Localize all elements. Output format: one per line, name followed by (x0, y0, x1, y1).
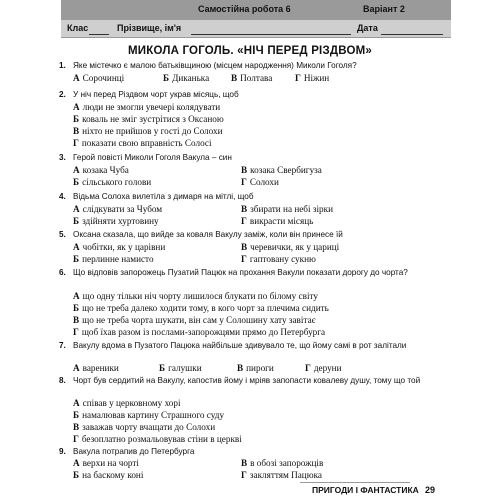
option[interactable]: Б коваль не зміг зустрітися з Оксаною (73, 114, 224, 124)
page-title: МИКОЛА ГОГОЛЬ. «НІЧ ПЕРЕД РІЗДВОМ» (128, 45, 372, 57)
option[interactable]: В пироги (237, 363, 274, 373)
question-text: Вакула потрапив до Петербурга (73, 447, 195, 456)
option[interactable]: В що не треба чорта шукати, він сам у Солошину хату завітає (73, 315, 316, 325)
option[interactable]: В козака Свербигуза (241, 165, 322, 175)
option[interactable]: Б галушки (159, 363, 202, 373)
question-text: Вакулу вдома в Пузатого Пацюка найбільше здивувало те, що йому самі в рот залітали (73, 341, 407, 350)
question-number: 7. (59, 341, 66, 350)
question-text: Яке містечко є малою батьківщиною (місцем народження) Миколи Гоголя? (73, 61, 357, 70)
question-text: Герой повісті Миколи Гоголя Вакула – син (73, 153, 232, 162)
option[interactable]: В черевички, як у цариці (241, 242, 340, 252)
option[interactable]: В збирати на небі зірки (241, 204, 333, 214)
option[interactable]: Б сільського голови (73, 177, 152, 187)
option[interactable]: Г закляттям Пацюка (241, 470, 322, 480)
class-field[interactable] (89, 34, 109, 35)
question-number: 8. (59, 376, 66, 385)
question-text: Що відповів запорожець Пузатий Пацюк на прохання Вакули показати дорогу до чорта? (73, 268, 408, 277)
option[interactable]: В Полтава (231, 73, 273, 83)
option[interactable]: А чобітки, як у царівни (73, 242, 166, 252)
option[interactable]: Б перлинне намисто (73, 254, 154, 264)
option[interactable]: Г щоб їхав разом із послами-запорожцями прямо до Петербурга (73, 327, 326, 337)
option[interactable]: А співав у церковному хорі (73, 398, 181, 408)
option[interactable]: А козака Чуба (73, 165, 129, 175)
option[interactable]: Г Ніжин (295, 73, 330, 83)
question-number: 5. (59, 230, 66, 239)
option[interactable]: Г гаптовану сукню (241, 254, 316, 264)
option[interactable]: А слідкувати за Чубом (73, 204, 163, 214)
variant-label: Варіант 2 (363, 4, 405, 14)
date-field[interactable] (381, 34, 443, 35)
question-number: 1. (59, 61, 66, 70)
name-field[interactable] (191, 34, 351, 35)
option[interactable]: Б Диканька (163, 73, 210, 83)
class-label: Клас (67, 23, 89, 33)
option[interactable]: А вареники (73, 363, 119, 373)
date-label: Дата (357, 23, 378, 33)
name-label: Прізвище, ім'я (117, 23, 182, 33)
option[interactable]: В заважав чорту вчащати до Солохи (73, 422, 216, 432)
option[interactable]: А що одну тільки ніч чорту лишилося блукати по білому світу (73, 291, 319, 301)
option[interactable]: В в обозі запорожців (241, 458, 324, 468)
question-number: 6. (59, 268, 66, 277)
header-top-row (61, 4, 451, 18)
option[interactable]: Б здійняти хуртовину (73, 216, 159, 226)
option[interactable]: Г викрасти місяць (241, 216, 314, 226)
question-number: 9. (59, 447, 66, 456)
option[interactable]: Б намалював картину Страшного суду (73, 410, 225, 420)
option[interactable]: Г безоплатно розмальовував стіни в церкві (73, 434, 242, 444)
question-text: Чорт був сердитий на Вакулу, капостив йому і мріяв запопасти ковалеву душу, тому що той (73, 376, 421, 385)
question-text: Відьма Солоха вилетіла з димаря на мітлі, щоб (73, 192, 254, 201)
option[interactable]: А верхи на чорті (73, 458, 139, 468)
question-text: У ніч перед Різдвом чорт украв місяць, щоб (73, 90, 239, 99)
question-text: Оксана сказала, що вийде за коваля Вакулу заміж, коли він принесе їй (73, 230, 343, 239)
option[interactable]: Г Солохи (241, 177, 279, 187)
option[interactable]: Б на баскому коні (73, 470, 144, 480)
page-number: 29 (425, 485, 436, 495)
question-number: 4. (59, 192, 66, 201)
option[interactable]: А Сорочинці (73, 73, 125, 83)
footer-divider (300, 482, 410, 483)
header-bar (61, 0, 451, 38)
question-number: 3. (59, 153, 66, 162)
option[interactable]: Б що не треба далеко ходити тому, в кого чорт за плечима сидить (73, 303, 329, 313)
footer-section: ПРИГОДИ І ФАНТАСТИКА (312, 485, 419, 495)
option[interactable]: Г показати свою вправність Солосі (73, 138, 212, 148)
header-fields-row (61, 20, 451, 37)
option[interactable]: Г деруни (305, 363, 342, 373)
question-number: 2. (59, 90, 66, 99)
option[interactable]: В ніхто не прийшов у гості до Солохи (73, 126, 223, 136)
work-title: Самостійна робота 6 (198, 4, 291, 14)
option[interactable]: А люди не змогли увечері колядувати (73, 102, 221, 112)
